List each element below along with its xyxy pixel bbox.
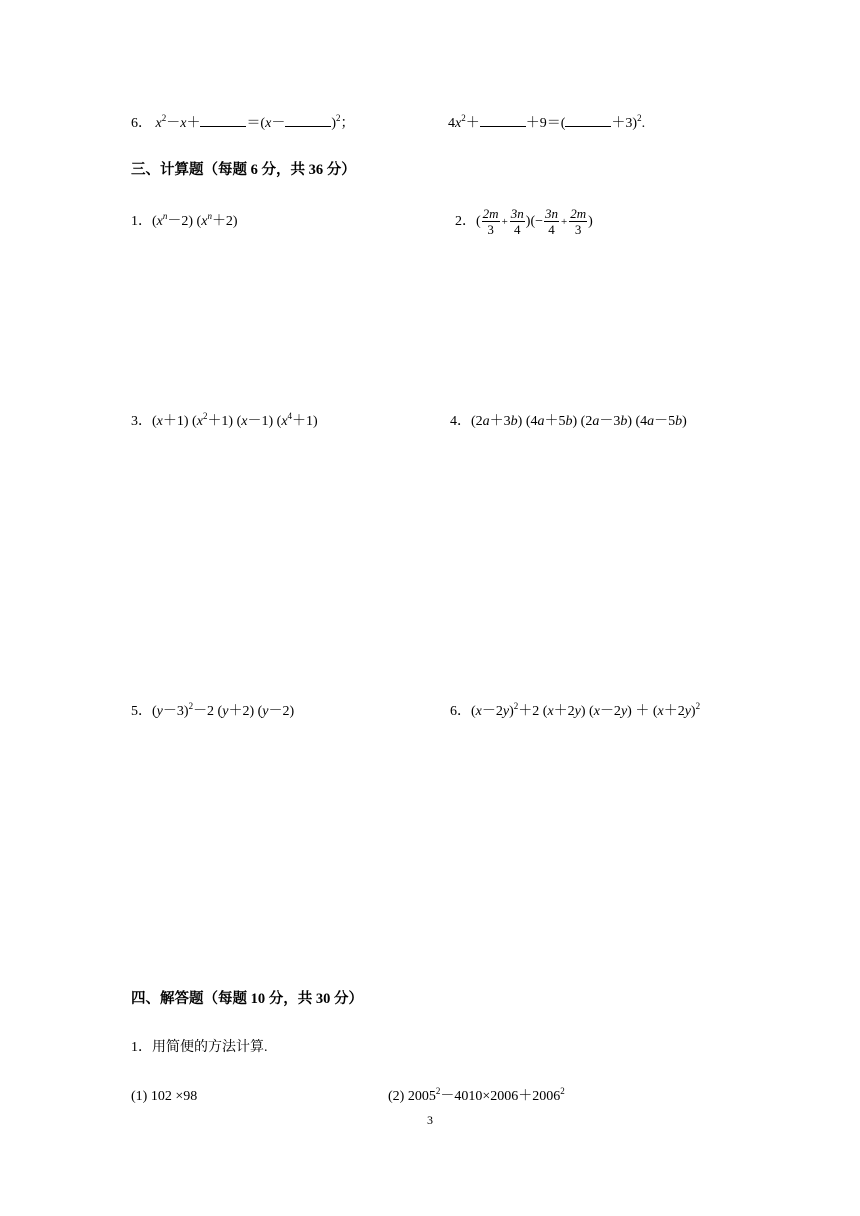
computation-q1: 1．$(x^n-2)$ $(x^n+2)$ [131, 211, 238, 229]
fraction: $\frac{2m}{3}$ [570, 206, 587, 238]
answer-blank[interactable] [480, 113, 526, 127]
answer-q1-part1: (1) 102 ×98 [131, 1089, 198, 1104]
section-heading-computation: 三、计算题（每题 6 分，共 36 分） [131, 162, 356, 178]
answer-blank[interactable] [200, 113, 246, 127]
fill-in-q6-right: $4x^2+ +9=( +3)^2$. [448, 113, 646, 131]
question-number: 6． [131, 116, 152, 131]
computation-q5: 5．$(y-3)^2-2$ (y＋2) (y－2) [131, 701, 295, 719]
answer-q1-prompt: 1．用简便的方法计算. [131, 1040, 268, 1055]
page-number: 3 [427, 1113, 433, 1127]
answer-q1-part2: (2) $2005^2-4010\times 2006+2006^2$ [388, 1086, 565, 1104]
fraction: $\frac{3n}{4}$ [510, 206, 524, 238]
fraction: $\frac{3n}{4}$ [545, 206, 559, 238]
computation-q3: 3．(x＋1) $(x^2+1)$ (x－1) $(x^4+1)$ [131, 411, 318, 429]
answer-blank[interactable] [565, 113, 611, 127]
fraction: $\frac{2m}{3}$ [482, 206, 499, 238]
answer-blank[interactable] [285, 113, 331, 127]
fill-in-q6-left: 6． $x^2-x+ =(x- )^2$； [131, 113, 355, 131]
section-heading-answers: 四、解答题（每题 10 分，共 30 分） [131, 991, 363, 1007]
computation-q4: 4．(2a＋3b) (4a＋5b) (2a－3b) (4a－5b) [450, 414, 687, 429]
computation-q2: 2．( $\frac{2m}{3}$ + $\frac{3n}{4}$ )(− $\frac{3n}{4}$ + $\frac{2m}{3}$ ) [455, 206, 593, 238]
computation-q6: 6．$(x-2y)^2+2$ (x＋2y) $(x-2y) + (x+2y)^2$ [450, 701, 701, 719]
